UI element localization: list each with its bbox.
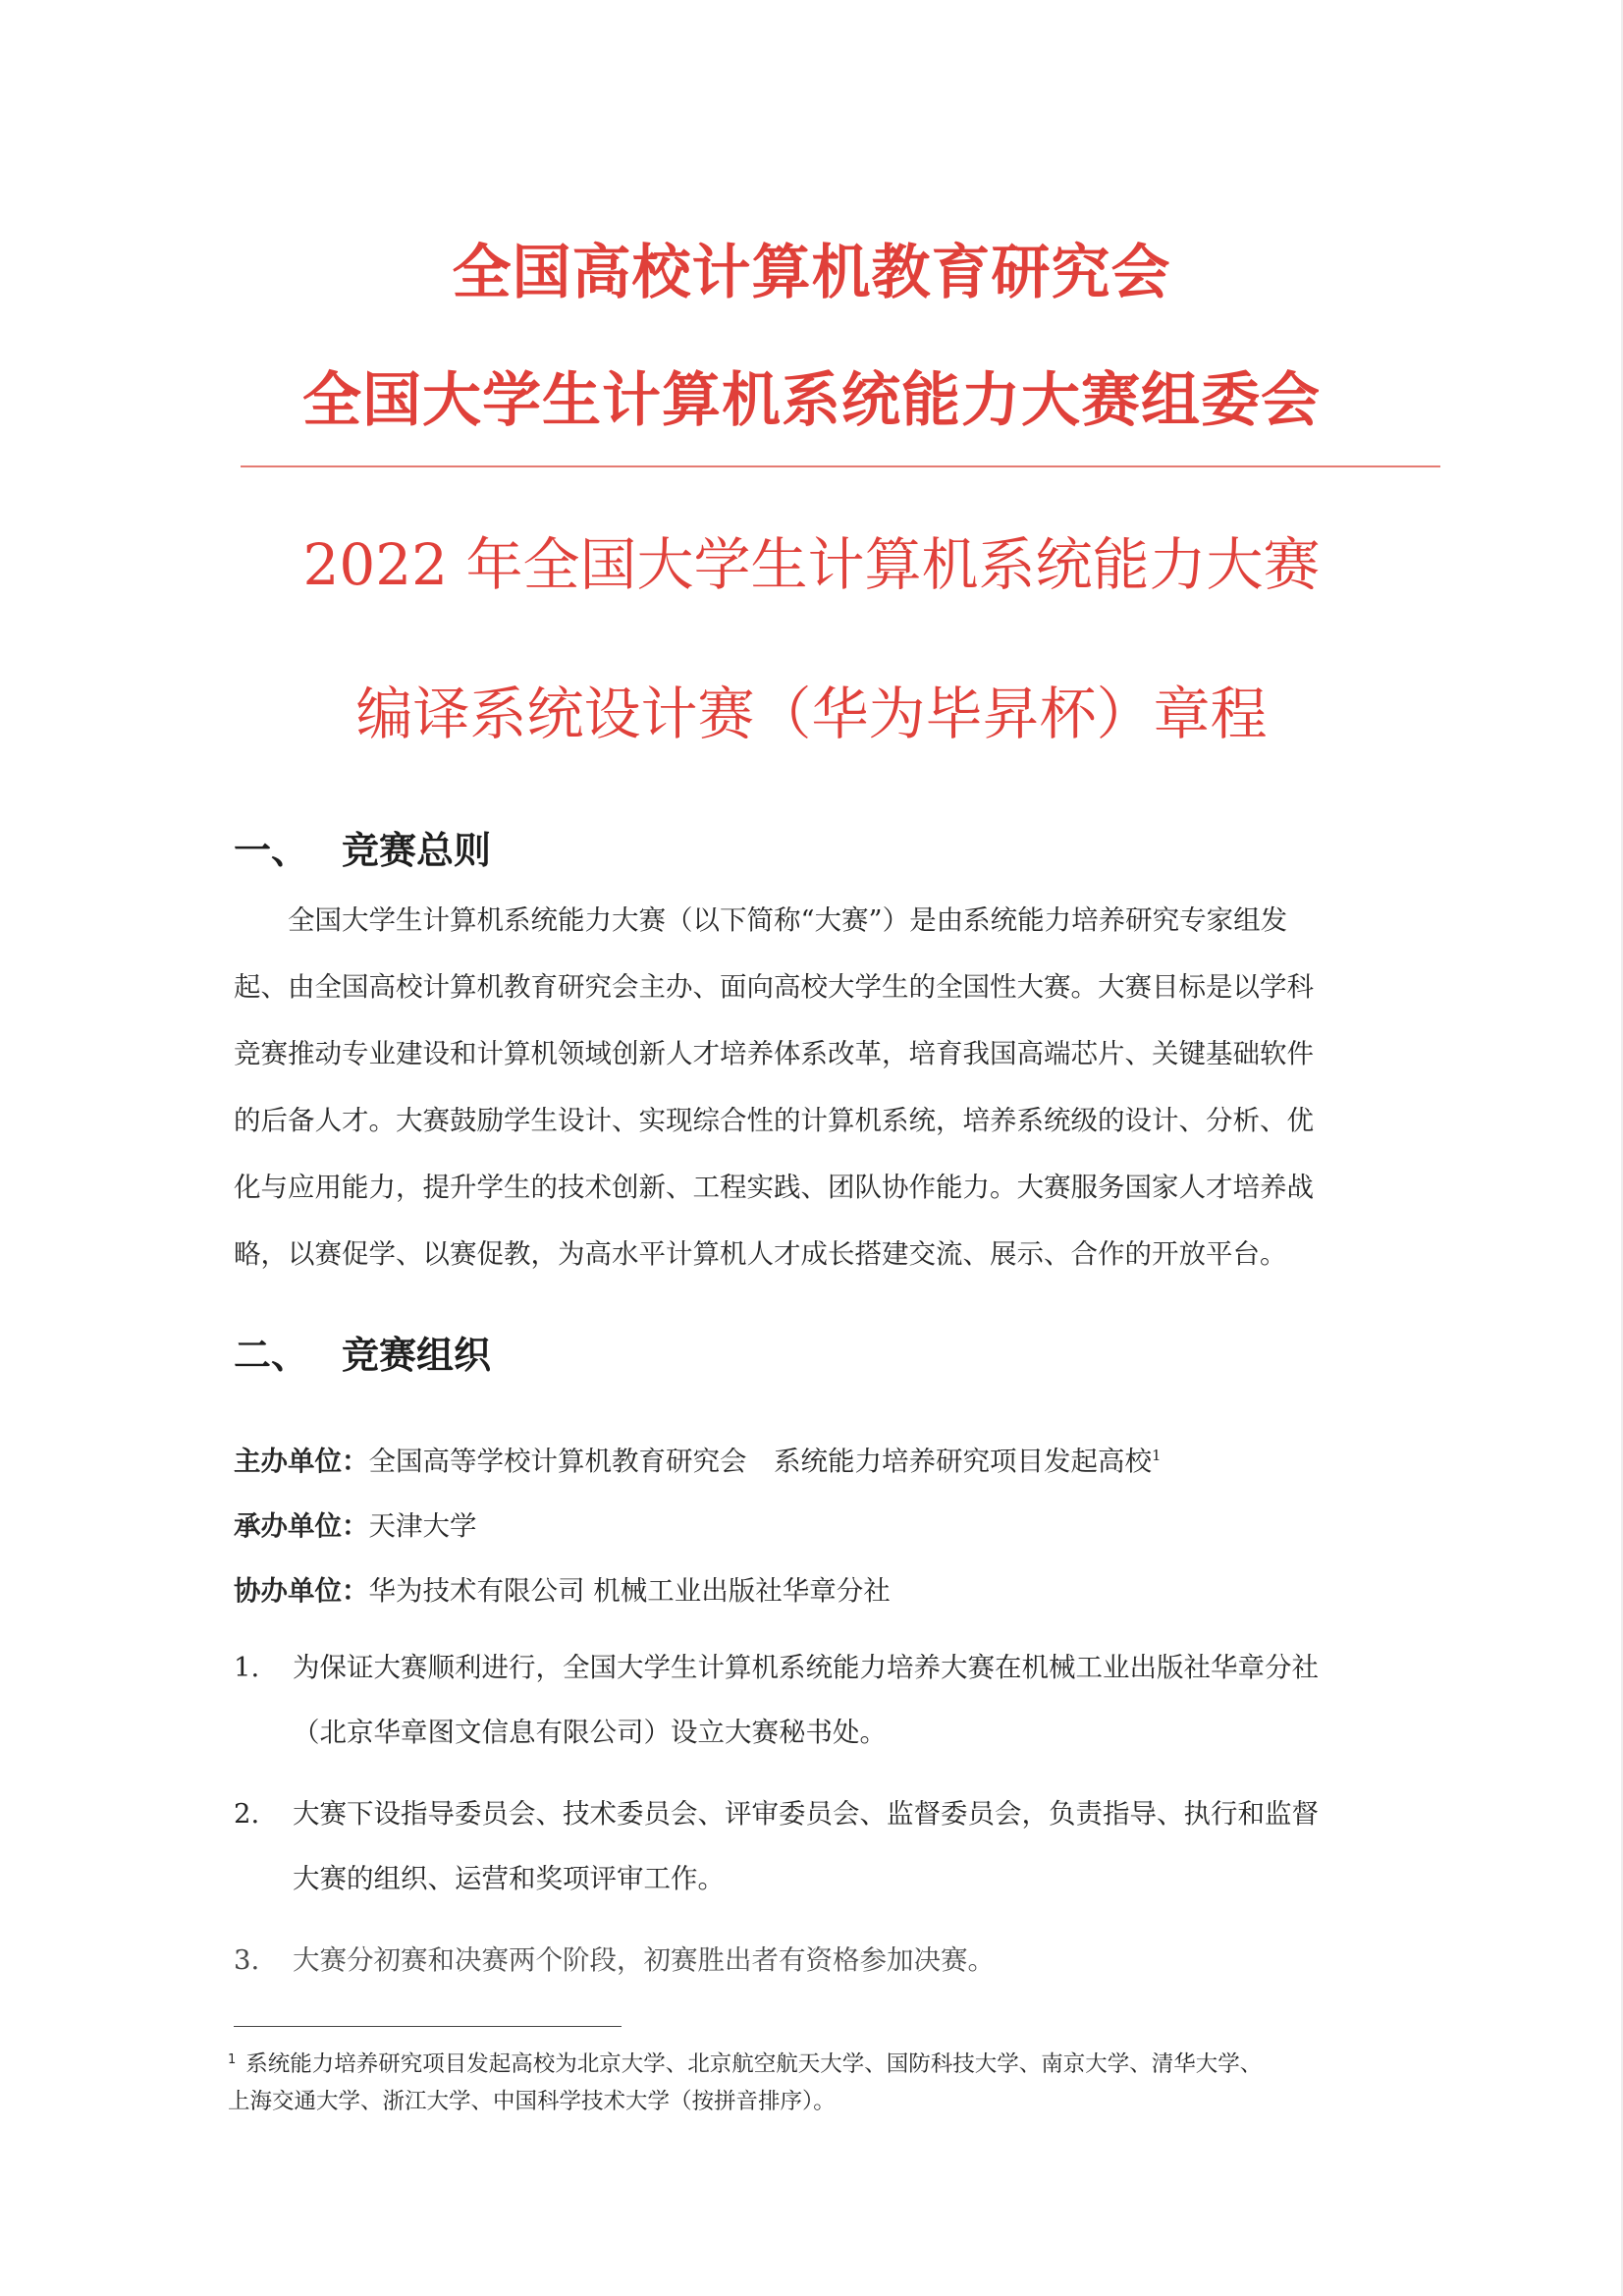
list-marker: 1. [234,1652,260,1683]
field-label: 承办单位： [234,1510,369,1542]
paragraph-line: 全国大学生计算机系统能力大赛（以下简称“大赛”）是由系统能力培养研究专家组发 [288,904,1288,936]
paragraph-line: 起、由全国高校计算机教育研究会主办、面向高校大学生的全国性大赛。大赛目标是以学科 [234,971,1314,1003]
footnote-ref[interactable]: 1 [1152,1446,1162,1464]
list-item-line: （北京华章图文信息有限公司）设立大赛秘书处。 [293,1717,887,1748]
footnote-line: 上海交通大学、浙江大学、中国科学技术大学（按拼音排序）。 [228,2089,836,2114]
list-item [234,1635,1373,1765]
section-heading-organization [234,1328,491,1383]
host-organizer-row [234,1442,1162,1481]
list-item [234,1781,1373,1911]
section-heading-general [234,823,491,878]
list-marker: 3. [234,1944,260,1976]
field-value: 全国高等学校计算机教育研究会 系统能力培养研究项目发起高校 [368,1446,1152,1477]
footnote [228,2046,1386,2120]
org-name-line-2: 全国大学生计算机系统能力大赛组委会 [302,366,1321,435]
section-number: 一、 [234,829,309,872]
section-number: 二、 [234,1334,309,1377]
paragraph-line: 略，以赛促学、以赛促教，为高水平计算机人才成长搭建交流、展示、合作的开放平台。 [234,1238,1287,1270]
section-title: 竞赛组织 [342,1334,492,1377]
paragraph-line: 的后备人才。大赛鼓励学生设计、实现综合性的计算机系统，培养系统级的设计、分析、优 [234,1105,1314,1136]
section-title: 竞赛总则 [342,829,492,872]
footnote-text: 系统能力培养研究项目发起高校为北京大学、北京航空航天大学、国防科技大学、南京大学、清华大学、 [245,2051,1263,2077]
document-title-line-1: 2022 年全国大学生计算机系统能力大赛 [302,531,1321,598]
paragraph-line: 竞赛推动专业建设和计算机领域创新人才培养体系改革，培育我国高端芯片、关键基础软件 [234,1038,1314,1069]
field-value: 华为技术有限公司 机械工业出版社华章分社 [368,1575,891,1607]
field-value: 天津大学 [368,1510,477,1542]
general-principles-paragraph [234,887,1373,1287]
header-divider [241,465,1440,467]
paragraph-line: 化与应用能力，提升学生的技术创新、工程实践、团队协作能力。大赛服务国家人才培养战 [234,1172,1314,1203]
list-item-line: 大赛分初赛和决赛两个阶段，初赛胜出者有资格参加决赛。 [293,1944,995,1976]
footnote-divider [234,2026,622,2027]
list-item-line: 大赛的组织、运营和奖项评审工作。 [293,1863,725,1894]
field-label: 主办单位： [234,1446,369,1477]
undertaker-row [234,1506,477,1546]
document-title-line-2: 编译系统设计赛（华为毕昇杯）章程 [355,681,1268,747]
co-organizer-row [234,1571,891,1611]
list-item-line: 为保证大赛顺利进行，全国大学生计算机系统能力培养大赛在机械工业出版社华章分社 [293,1652,1319,1683]
footnote-line [228,2046,1386,2083]
field-label: 协办单位： [234,1575,369,1607]
list-marker: 2. [234,1798,260,1830]
list-item-line: 大赛下设指导委员会、技术委员会、评审委员会、监督委员会，负责指导、执行和监督 [293,1798,1319,1830]
list-item [234,1928,1373,1993]
org-name-line-1: 全国高校计算机教育研究会 [452,239,1171,307]
footnote-marker: 1 [228,2051,237,2067]
